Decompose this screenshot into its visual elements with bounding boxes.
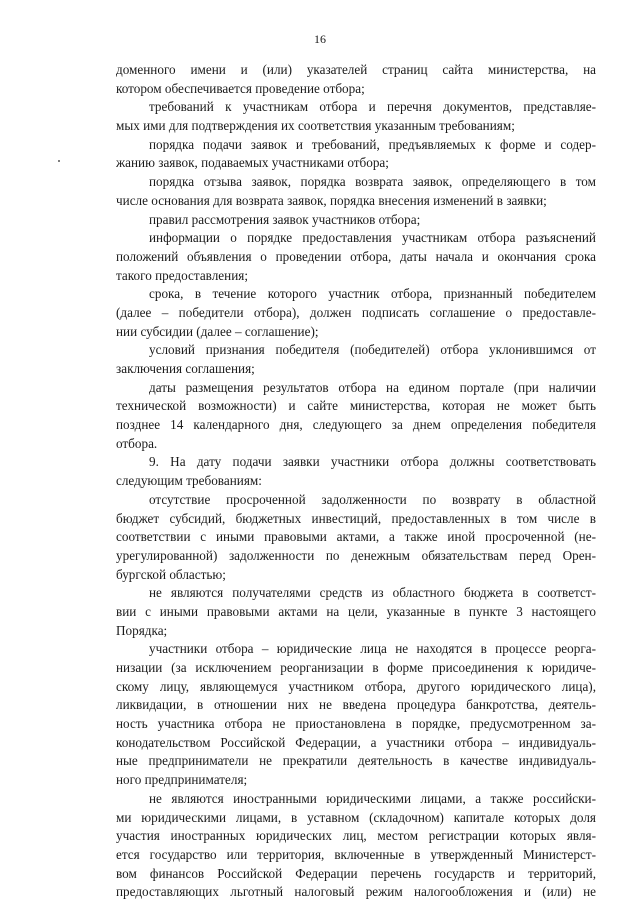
text-line: бюджет субсидий, бюджетных инвестиций, предоставленных в том числе в — [116, 510, 596, 526]
text-line: положений объявления о проведении отбора, даты начала и окончания срока — [116, 248, 596, 264]
text-line: скому лицу, являющемуся участником отбора, другого юридического лица), — [116, 678, 596, 694]
text-line: требований к участникам отбора и перечня документов, представляе- — [149, 99, 596, 115]
text-line: срока, в течение которого участник отбора, признанный победителем — [149, 286, 596, 302]
text-line: урегулированной) задолженности по денежным обязательствам перед Орен- — [116, 547, 596, 563]
text-line: даты размещения результатов отбора на едином портале (при наличии — [149, 379, 596, 395]
text-line: 9. На дату подачи заявки участники отбора должны соответствовать — [149, 454, 596, 470]
text-line: ность участника отбора не приостановлена в порядке, предусмотренном за- — [116, 716, 596, 732]
text-line: конодательством Российской Федерации, а участники отбора – индивидуаль- — [116, 734, 596, 750]
text-line: заключения соглашения; — [116, 361, 255, 376]
text-line: технической возможности) и сайте министерства, которая не может быть — [116, 398, 596, 414]
text-line: числе основания для возврата заявок, порядка внесения изменений в заявки; — [116, 192, 547, 208]
text-line: ного предпринимателя; — [116, 772, 248, 788]
text-line: отсутствие просроченной задолженности по возврату в областной — [149, 491, 596, 507]
text-line: ми юридическими лицами, в уставном (складочном) капитале которых доля — [116, 809, 596, 825]
text-line: позднее 14 календарного дня, следующего за днем определения победителя — [116, 417, 596, 433]
text-line: участия иностранных юридических лиц, местом регистрации которых явля- — [116, 828, 596, 844]
text-line: низации (за исключением реорганизации в форме присоединения к юридиче- — [116, 660, 596, 675]
text-line: жанию заявок, подаваемых участниками отбора; — [116, 155, 389, 171]
document-body — [116, 61, 596, 902]
text-line: соответствии с иными правовыми актами, а также иной просроченной (не- — [116, 529, 596, 545]
text-line: условий признания победителя (победителей) отбора уклонившимся от — [149, 342, 596, 358]
text-line: Порядка; — [116, 622, 168, 638]
text-line: не являются иностранными юридическими лицами, а также российски- — [149, 790, 596, 806]
text-line: доменного имени и (или) указателей страниц сайта министерства, на — [116, 62, 596, 77]
text-line: нии субсидии (далее – соглашение); — [116, 323, 319, 339]
text-line: не являются получателями средств из областного бюджета в соответст- — [149, 585, 596, 601]
page-number: 16 — [314, 32, 326, 46]
text-line: котором обеспечивается проведение отбора; — [116, 80, 365, 96]
text-line: информации о порядке предоставления участникам отбора разъяснений — [149, 230, 596, 246]
text-line: предоставляющих льготный налоговый режим налогообложения и (или) не — [116, 884, 596, 900]
scan-speck — [58, 160, 60, 162]
text-line: следующим требованиям: — [116, 473, 262, 489]
text-line: вом финансов Российской Федерации перечень государств и территорий, — [116, 865, 596, 881]
text-line: порядка подачи заявок и требований, предъявляемых к форме и содер- — [149, 136, 596, 152]
text-line: участники отбора – юридические лица не находятся в процессе реорга- — [149, 641, 596, 657]
text-line: мых ими для подтверждения их соответствия указанным требованиям; — [116, 118, 515, 134]
text-line: бургской областью; — [116, 566, 226, 582]
text-line: отбора. — [116, 435, 158, 451]
text-line: ликвидации, в отношении них не введена процедура банкротства, деятель- — [116, 697, 596, 713]
text-line: порядка отзыва заявок, порядка возврата заявок, определяющего в том — [149, 174, 596, 190]
text-line: правил рассмотрения заявок участников отбора; — [149, 211, 421, 227]
text-line: (далее – победители отбора), должен подписать соглашение о предоставле- — [116, 304, 596, 320]
text-line: ется государство или территория, включенные в утвержденный Министерст- — [116, 846, 596, 862]
text-line: ные предприниматели не прекратили деятельность в качестве индивидуаль- — [116, 753, 596, 769]
text-line: вии с иными правовыми актами на цели, указанные в пункте 3 настоящего — [116, 603, 596, 619]
text-line: такого предоставления; — [116, 267, 249, 283]
